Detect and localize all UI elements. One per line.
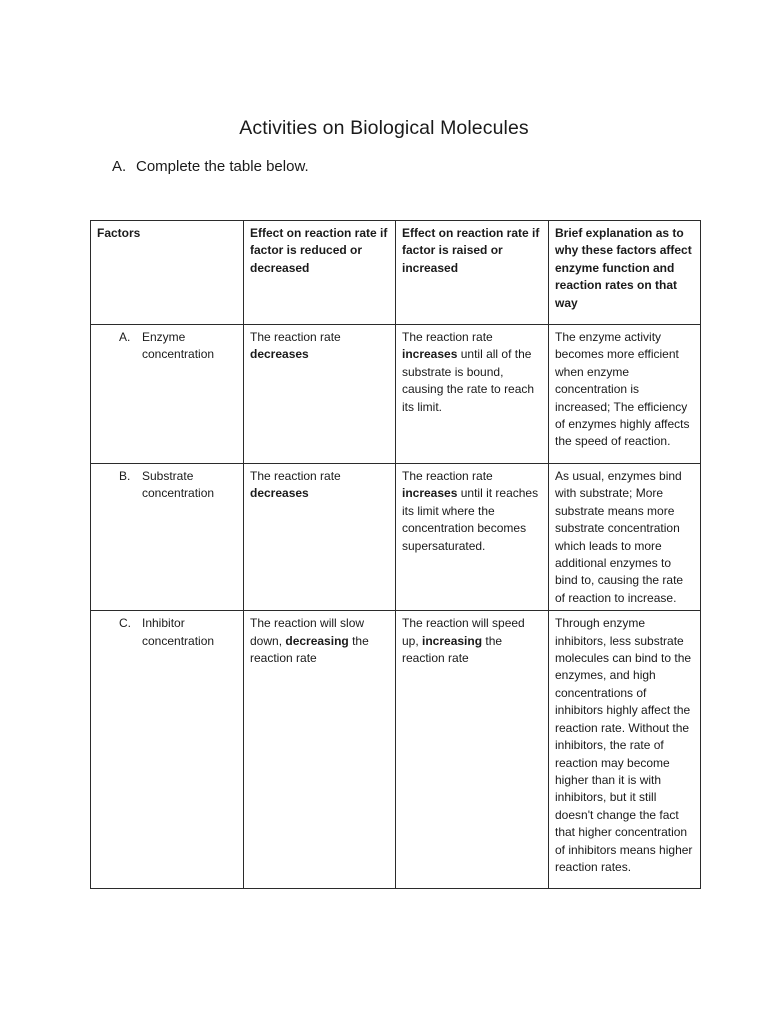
explanation-cell: As usual, enzymes bind with substrate; More substrate means more substrate concentration which leads to more additional enzymes to bind to, causing the rate of reaction to increase. (549, 464, 701, 611)
table-row (91, 464, 701, 611)
effect-text: The reaction rate (250, 469, 341, 483)
effect-text: The reaction rate (402, 330, 493, 344)
effect-keyword: decreases (250, 486, 309, 501)
effect-text: the reaction rate (402, 633, 503, 666)
effect-reduced-cell (244, 611, 396, 889)
effect-text: The reaction will speed up, (402, 616, 525, 648)
effect-text: The reaction will slow down, (250, 616, 365, 648)
factor-label: Inhibitor concentration (142, 616, 215, 648)
instruction-text: Complete the table below. (136, 158, 309, 175)
effect-raised-cell (396, 611, 549, 889)
effect-text: The reaction rate (402, 469, 493, 483)
effect-text: the reaction rate (250, 633, 369, 666)
effect-text: until all of the substrate is bound, causing the rate to reach its limit. (402, 347, 535, 414)
effect-raised-cell (396, 325, 549, 464)
effect-reduced-cell (244, 325, 396, 464)
factor-label: Substrate concentration (142, 469, 215, 501)
factor-cell (91, 611, 244, 889)
explanation-cell: The enzyme activity becomes more efficient when enzyme concentration is increased; The efficiency of enzymes highly affects the speed of reaction. (549, 325, 701, 464)
factor-cell (91, 325, 244, 464)
effect-text: The reaction rate (250, 330, 341, 344)
instruction (112, 158, 309, 175)
header-explanation: Brief explanation as to why these factors affect enzyme function and reaction rates on that way (549, 221, 701, 325)
factor-marker: C. (119, 616, 131, 631)
page-title: Activities on Biological Molecules (239, 117, 529, 139)
effect-keyword: decreases (250, 347, 309, 362)
header-factors: Factors (91, 221, 244, 325)
table-row (91, 325, 701, 464)
table-header-row (91, 221, 701, 325)
header-effect-reduced: Effect on reaction rate if factor is reduced or decreased (244, 221, 396, 325)
factor-marker: B. (119, 469, 131, 483)
explanation-cell: Through enzyme inhibitors, less substrate molecules can bind to the enzymes, and high concentrations of inhibitors highly affect the reaction rate. Without the inhibitors, the rate of reaction may become higher than it is with inhibitors, but it still doesn't change the fact that higher concentration of inhibitors means higher reaction rates. (549, 611, 701, 889)
table-row (91, 611, 701, 889)
effect-keyword: increasing (422, 633, 483, 648)
effect-text: until it reaches its limit where the concentration becomes supersaturated. (402, 486, 539, 553)
factors-table (90, 220, 701, 889)
effect-raised-cell (396, 464, 549, 611)
effect-keyword: increases (402, 486, 458, 501)
effect-keyword: decreasing (285, 633, 349, 648)
factor-label: Enzyme concentration (142, 330, 215, 362)
factor-cell (91, 464, 244, 611)
effect-keyword: increases (402, 347, 458, 362)
header-effect-raised: Effect on reaction rate if factor is raised or increased (396, 221, 549, 325)
factor-marker: A. (119, 330, 131, 344)
instruction-marker: A. (112, 158, 127, 175)
effect-reduced-cell (244, 464, 396, 611)
